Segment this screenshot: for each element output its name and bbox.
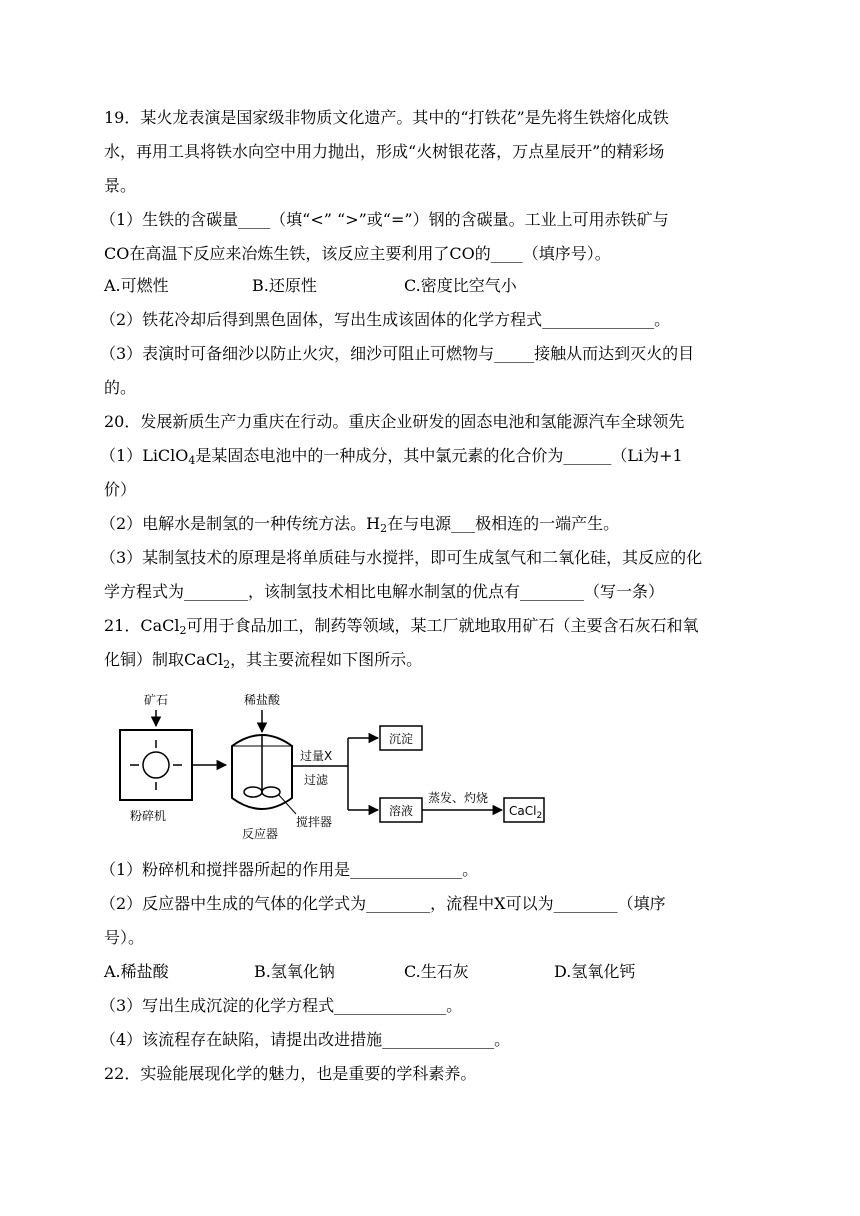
q21-part4: （4）该流程存在缺陷，请提出改进措施______________。: [100, 1030, 511, 1049]
q20-part1-text: 是某固态电池中的一种成分，其中氯元素的化合价为______（Li为+1: [195, 446, 683, 465]
acid-label: 稀盐酸: [244, 693, 281, 707]
q19-part3-line1: （3）表演时可备细沙以防止火灾，细沙可阻止可燃物与_____接触从而达到灭火的目: [100, 344, 695, 363]
licio4-formula: LiClO$_4$: [142, 446, 196, 467]
q21-option-c: C.生石灰: [404, 962, 469, 981]
q20-part2: （2）电解水是制氢的一种传统方法。$H_2$在与电源___极相连的一端产生。: [100, 514, 620, 535]
q19-option-b: B.还原性: [252, 276, 317, 295]
q19-part1-line1: （1）生铁的含碳量____（填“<” “>”或“=”）钢的含碳量。工业上可用赤铁矿与: [100, 210, 669, 229]
ore-label: 矿石: [144, 693, 169, 707]
crusher-label: 粉碎机: [130, 809, 167, 823]
q21-part3: （3）写出生成沉淀的化学方程式______________。: [100, 996, 463, 1015]
q19-option-a: A.可燃性: [104, 276, 169, 295]
q21-part2-line2: 号）。: [104, 928, 145, 947]
process-flow-diagram: [110, 690, 550, 850]
filter-label: 过滤: [304, 773, 329, 787]
excess-x-label: 过量X: [300, 749, 333, 763]
q21-option-d: D.氢氧化钙: [554, 962, 636, 981]
crusher-wheel-icon: [143, 752, 169, 778]
q21-part2-line1: （2）反应器中生成的气体的化学式为________，流程中X可以为________（填序: [100, 894, 666, 913]
q19-part3-line2: 的。: [104, 378, 137, 397]
q20-part3-line2: 学方程式为________，该制氢技术相比电解水制氢的优点有________（写一条）: [104, 582, 665, 601]
q19-stem-line2: 水，再用工具将铁水向空中用力抛出，形成“火树银花落，万点星辰开”的精彩场: [104, 142, 665, 161]
q21-option-b: B.氢氧化钠: [254, 962, 335, 981]
product-label: CaCl$_2$: [509, 804, 543, 821]
q21-part1: （1）粉碎机和搅拌器所起的作用是______________。: [100, 860, 479, 879]
q20-part1-line2: 价）: [104, 480, 137, 499]
q21-stem-line2: 化铜）制取CaCl$_2$，其主要流程如下图所示。: [104, 650, 423, 671]
q21-option-a: A.稀盐酸: [104, 962, 169, 981]
q19-stem-line1: 19．某火龙表演是国家级非物质文化遗产。其中的“打铁花”是先将生铁熔化成铁: [104, 108, 669, 127]
stirrer-blade-left: [244, 787, 262, 797]
q19-option-c: C.密度比空气小: [404, 276, 517, 295]
evaporate-label: 蒸发、灼烧: [428, 791, 489, 805]
reactor-label: 反应器: [242, 827, 279, 841]
q20-part3-line1: （3）某制氢技术的原理是将单质硅与水搅拌，即可生成氢气和二氧化硅，其反应的化: [100, 548, 703, 567]
q19-stem-line3: 景。: [104, 176, 137, 195]
q20-stem: 20．发展新质生产力重庆在行动。重庆企业研发的固态电池和氢能源汽车全球领先: [104, 412, 685, 431]
q21-stem-line1: 21．CaCl$_2$可用于食品加工，制药等领域，某工厂就地取用矿石（主要含石灰石和氧: [104, 616, 699, 637]
precipitate-label: 沉淀: [389, 732, 414, 746]
stirrer-blade-right: [262, 787, 280, 797]
q20-part1-prefix: （1）: [100, 446, 143, 465]
q19-part1-line2: CO在高温下反应来冶炼生铁，该反应主要利用了CO的____（填序号）。: [104, 244, 611, 263]
solution-label: 溶液: [389, 804, 414, 818]
q19-part2: （2）铁花冷却后得到黑色固体，写出生成该固体的化学方程式______________。: [100, 310, 671, 329]
stirrer-label: 搅拌器: [296, 815, 333, 829]
q22-stem: 22．实验能展现化学的魅力，也是重要的学科素养。: [104, 1064, 477, 1083]
q20-part1-line1: [100, 446, 683, 466]
